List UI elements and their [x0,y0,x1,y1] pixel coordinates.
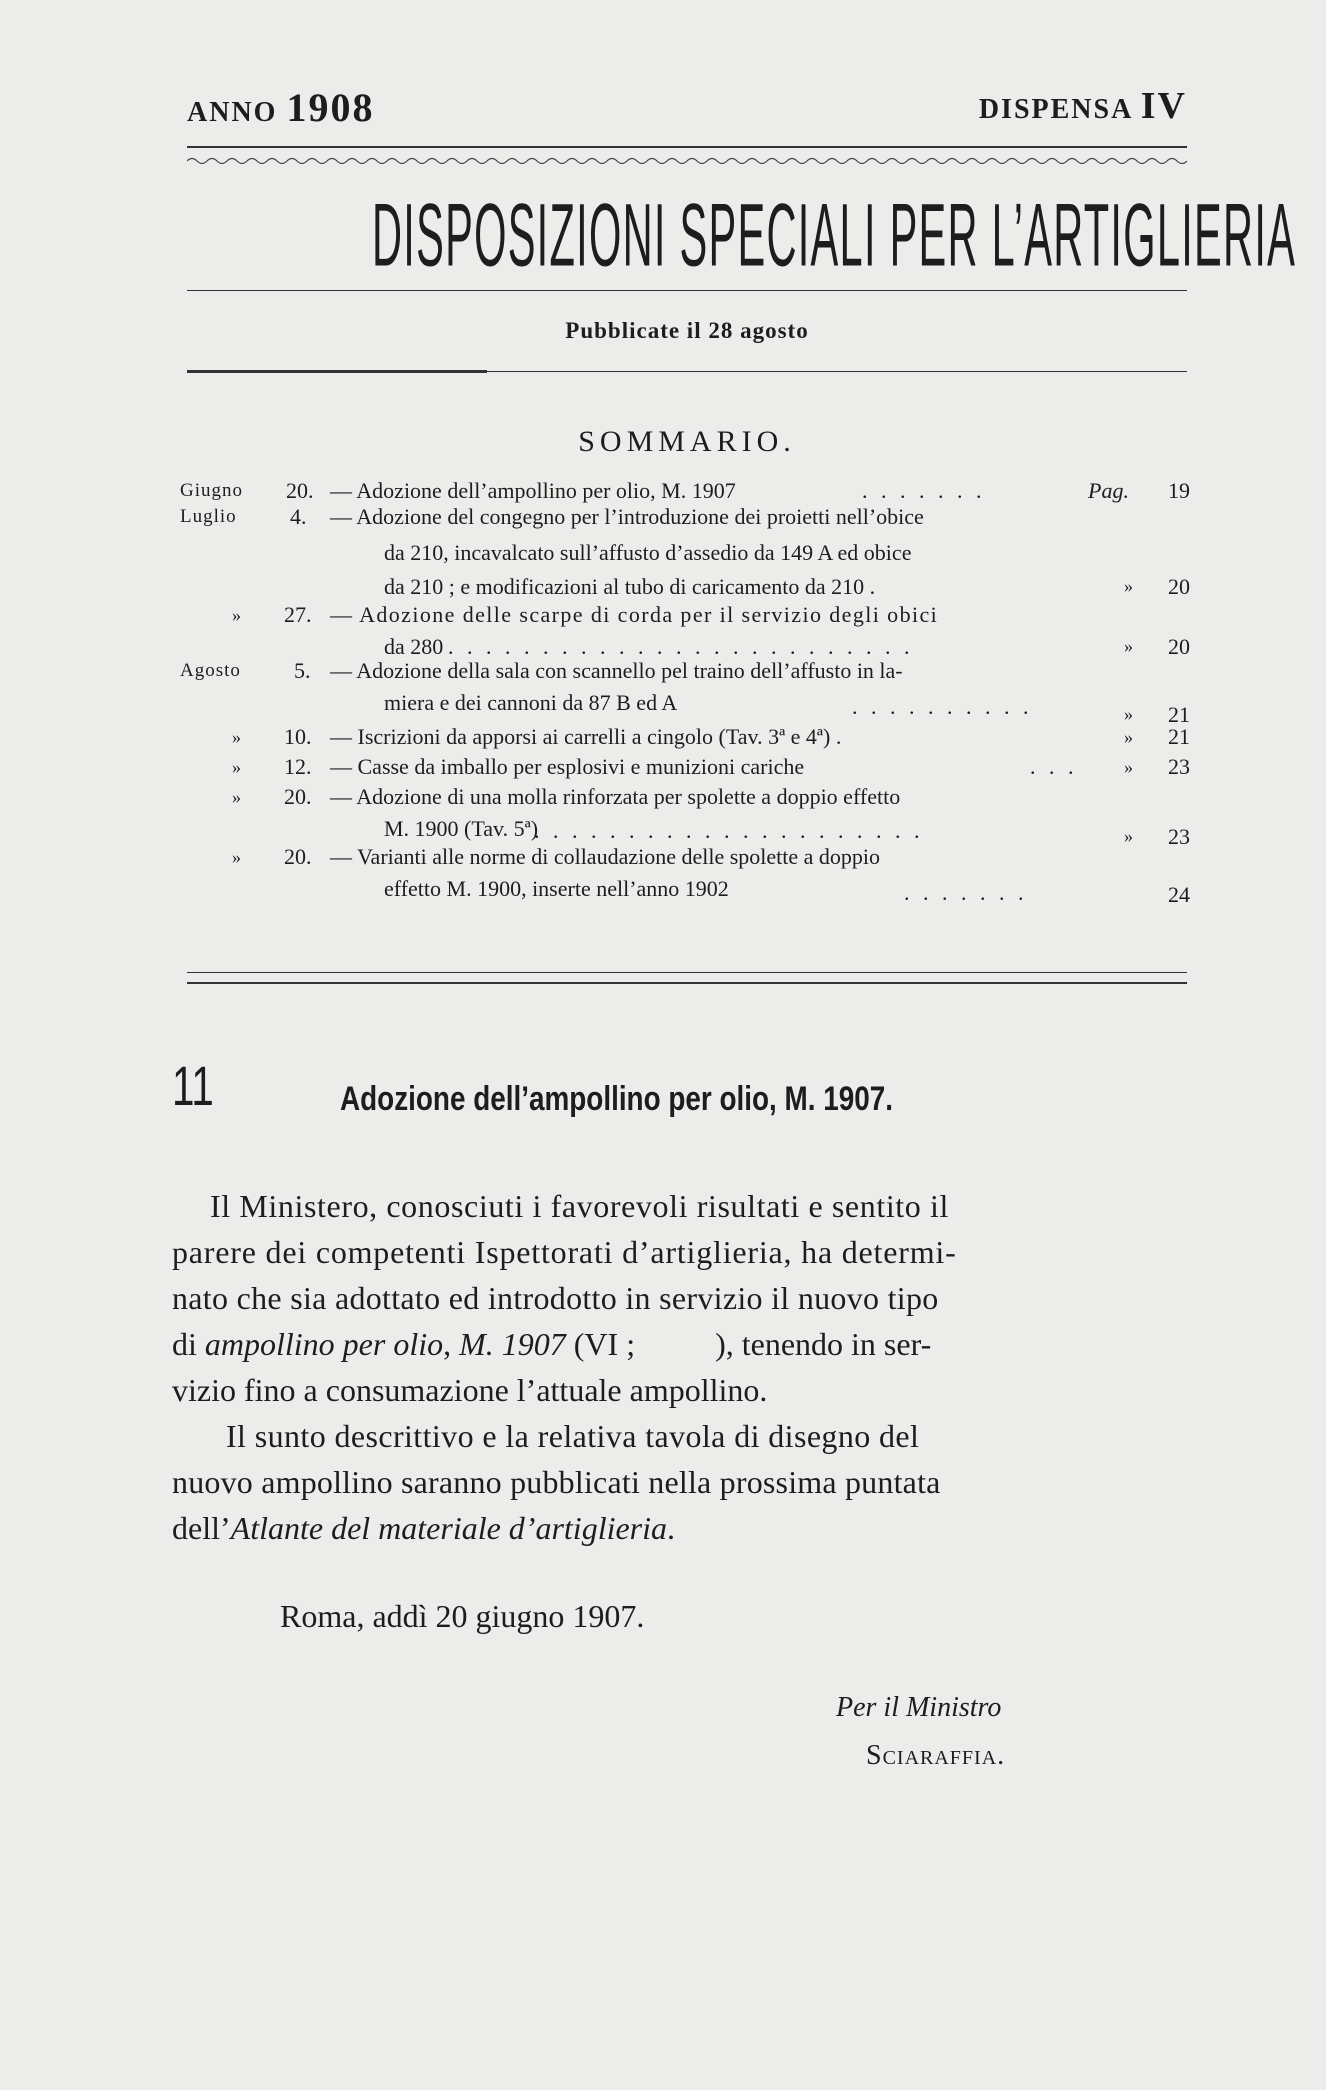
toc-dots: . . . . . . . [904,880,1028,905]
text-fragment: ), tenendo in ser- [715,1326,932,1362]
toc-day: 27. [284,602,312,627]
toc-day: 5. [294,658,311,683]
body-line: nato che sia adottato ed introdotto in servizio il nuovo tipo [172,1280,939,1316]
main-title [372,183,1297,285]
toc-entry-line: — Varianti alle norme di collaudazione delle spolette a doppio [330,844,881,869]
body-line: nuovo ampollino saranno pubblicati nella prossima puntata [172,1464,941,1500]
toc-ditto-mark: » [232,757,241,777]
toc-page-number: 23 [1168,754,1190,779]
signature-name: Sciaraffia. [866,1740,1006,1771]
toc-ditto-mark: » [232,787,241,807]
toc-page-number: 19 [1168,478,1190,503]
toc-entry-line: effetto M. 1900, inserte nell’anno 1902 [384,876,729,901]
toc-entry-line: da 280 [384,634,444,659]
text-fragment: di [172,1326,205,1362]
text-fragment: . [667,1510,676,1546]
toc-day: 10. [284,724,312,749]
anno-word: ANNO [187,97,278,128]
toc-day: 4. [290,504,307,529]
section-title: Adozione dell’ampollino per olio, M. 1907. [340,1080,894,1118]
toc-page-number: 20 [1168,574,1190,599]
dispensa-word: DISPENSA [978,94,1132,125]
toc-rule-top [187,972,1187,973]
toc-rule-bottom [187,982,1187,984]
toc-month-luglio: Luglio [180,506,237,527]
signature-line: Per il Ministro [836,1692,1002,1723]
toc-leader-mark: » [1124,576,1133,596]
body-line: parere dei competenti Ispettorati d’artiglieria, ha determi- [172,1234,957,1270]
toc-day: 20. [286,478,314,503]
body-line: Il Ministero, conosciuti i favorevoli risultati e sentito il [210,1188,949,1224]
text-fragment: dell’ [172,1510,231,1546]
toc-month-giugno: Giugno [180,480,243,501]
toc-entry-line: M. 1900 (Tav. 5ª) [384,816,539,841]
toc-dots: . . . . . . . . . . . . . . . . . . . . . [534,818,924,843]
toc-entry-line: — Adozione della sala con scannello pel traino dell’affusto in la- [330,658,903,683]
toc-page-number: 24 [1168,882,1190,907]
italic-fragment: M. 1907 [459,1326,566,1362]
page-header [187,84,1187,134]
toc-leader-mark: » [1124,636,1133,656]
toc-pag-label: Pag. [1088,478,1129,503]
toc-dots: . . . . . . . . . . . . . . . . . . . . . . . . . [448,634,914,659]
thin-rule-right [487,371,1187,372]
dispensa-number: IV [1140,85,1187,127]
toc-leader-mark: » [1124,757,1133,777]
title-rule [187,290,1187,291]
toc-month-agosto: Agosto [180,660,241,681]
italic-fragment: Atlante del materiale d’artiglieria [230,1510,668,1546]
toc-leader-mark: » [1124,826,1133,846]
sommario-heading: SOMMARIO. [578,425,796,458]
toc-ditto-mark: » [232,605,241,625]
toc-entry-line: — Adozione delle scarpe di corda per il servizio degli obici [330,602,939,627]
toc-entry-line: da 210, incavalcato sull’affusto d’assedio da 149 A ed obice [384,540,912,565]
main-title-text: DISPOSIZIONI SPECIALI PER L’ARTIGLIERIA [372,184,1297,285]
thick-rule-left [187,370,487,373]
toc-entry-line: miera e dei cannoni da 87 B ed A [384,690,678,715]
body-line: vizio fino a consumazione l’attuale ampollino. [172,1372,768,1408]
toc-entry-line: — Casse da imballo per esplosivi e munizioni cariche [330,754,805,779]
dispensa-label [979,84,1187,128]
anno-year: 1908 [286,85,375,130]
toc-dots: . . . [1030,754,1078,779]
toc-ditto-mark: » [232,727,241,747]
toc-dots: . . . . . . . [862,478,986,503]
toc-entry-line: da 210 ; e modificazioni al tubo di caricamento da 210 . [384,574,876,599]
toc-page-number: 21 [1168,702,1190,727]
wavy-rule [187,156,1187,166]
toc-page-number: 21 [1168,724,1190,749]
toc-day: 20. [284,844,312,869]
toc-entry-line: — Iscrizioni da apporsi ai carrelli a cingolo (Tav. 3ª e 4ª) . [330,724,842,749]
anno-label [187,84,374,131]
toc-page-number: 23 [1168,824,1190,849]
toc-leader-mark: » [1124,704,1133,724]
toc-ditto-mark: » [232,847,241,867]
toc-day: 20. [284,784,312,809]
text-fragment: (VI ; [565,1326,636,1362]
body-line: Il sunto descrittivo e la relativa tavola di disegno del [226,1418,920,1454]
header-rule [187,146,1187,148]
body-line-with-italics [172,1326,931,1363]
publication-date: Pubblicate il 28 agosto [565,318,809,343]
toc-leader-mark: » [1124,727,1133,747]
toc-entry-line: — Adozione dell’ampollino per olio, M. 1907 [330,478,736,503]
italic-fragment: ampollino per olio [204,1326,444,1362]
body-line-with-italics [172,1510,675,1547]
date-line: Roma, addì 20 giugno 1907. [280,1598,645,1634]
section-number: 11 [172,1054,214,1117]
text-fragment: , [443,1326,460,1362]
toc-day: 12. [284,754,312,779]
toc-page-number: 20 [1168,634,1190,659]
toc-entry-line: — Adozione del congegno per l’introduzione dei proietti nell’obice [330,504,924,529]
toc-entry-line: — Adozione di una molla rinforzata per spolette a doppio effetto [330,784,901,809]
toc-dots: . . . . . . . . . . [852,694,1033,719]
